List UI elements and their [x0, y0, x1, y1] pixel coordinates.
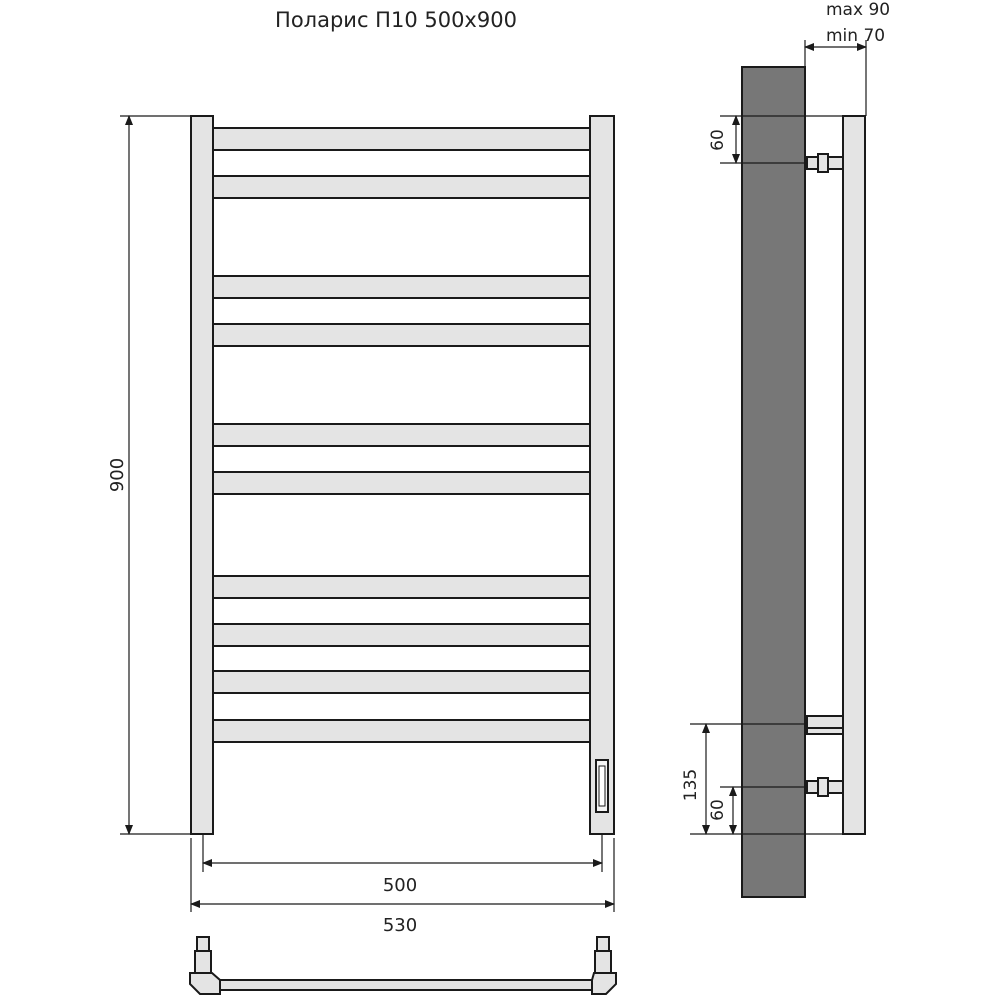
left-mount-cap — [197, 937, 209, 951]
top-view-bar — [213, 980, 600, 990]
right-rail — [590, 116, 614, 834]
bottom-mount-nut — [818, 778, 828, 796]
front-view — [107, 116, 614, 936]
rung — [213, 671, 590, 693]
depth-max-label: max 90 — [826, 0, 891, 20]
left-mount-elbow — [190, 973, 220, 994]
rung — [213, 576, 590, 598]
side-rail — [843, 116, 865, 834]
left-mount-stem — [195, 951, 211, 973]
power-switch-button — [599, 766, 605, 806]
right-mount-stem — [595, 951, 611, 973]
rungs — [213, 128, 590, 742]
depth-dimension — [805, 0, 890, 116]
rung — [213, 276, 590, 298]
wall — [742, 67, 805, 897]
height-dimension — [107, 116, 191, 834]
rung — [213, 424, 590, 446]
rung — [213, 324, 590, 346]
bottom-mount-upper-offset-label: 135 — [681, 768, 701, 802]
top-mount-offset-label: 60 — [708, 129, 728, 151]
top-view — [190, 937, 616, 994]
top-mount-nut — [818, 154, 828, 172]
depth-min-label: min 70 — [826, 26, 886, 46]
drawing-title: Поларис П10 500х900 — [275, 8, 517, 32]
rung — [213, 720, 590, 742]
rung — [213, 128, 590, 150]
inner-width-label: 500 — [382, 875, 418, 896]
heater-connection — [807, 716, 843, 728]
outer-width-label: 530 — [382, 915, 418, 936]
rung — [213, 176, 590, 198]
heater-connection-sleeve — [807, 728, 843, 734]
left-rail — [191, 116, 213, 834]
right-mount-cap — [597, 937, 609, 951]
inner-width-dimension — [203, 834, 602, 896]
rung — [213, 624, 590, 646]
side-view — [681, 0, 890, 897]
right-mount-elbow — [592, 973, 616, 994]
bottom-mount-lower-offset-label: 60 — [708, 799, 728, 821]
height-label: 900 — [107, 457, 128, 493]
rung — [213, 472, 590, 494]
